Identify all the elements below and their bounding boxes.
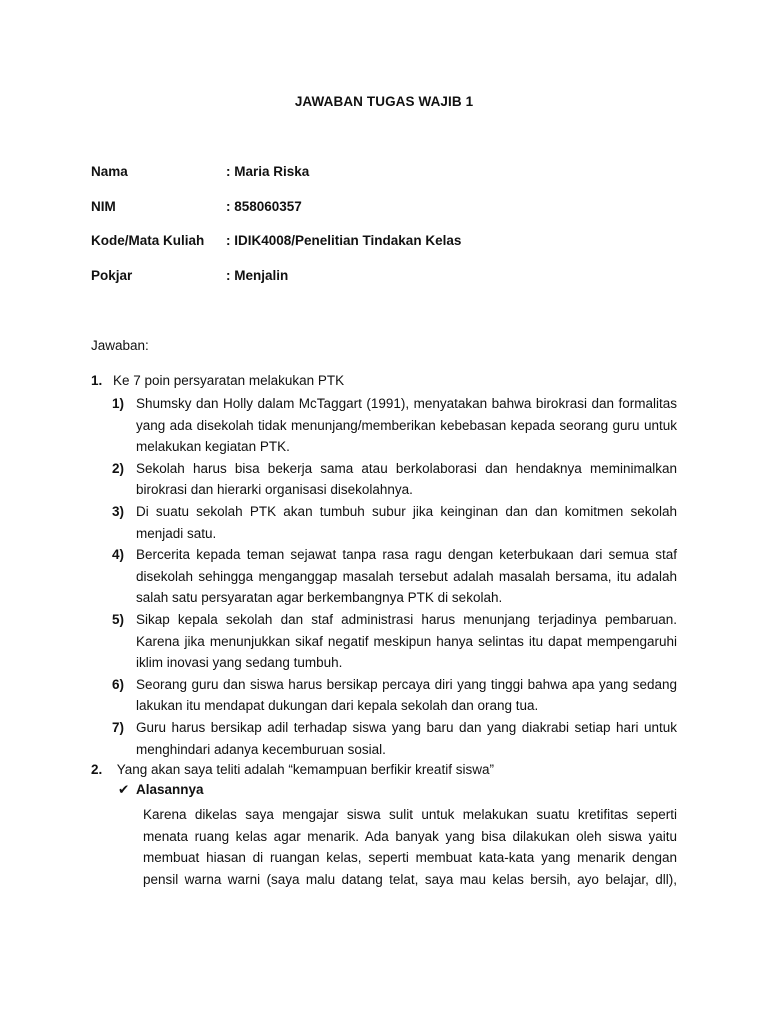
- list-item: [112, 393, 677, 458]
- nama-value: : Maria Riska: [226, 164, 310, 179]
- list-item-number: 6): [112, 676, 125, 692]
- list-item-text: Sikap kepala sekolah dan staf administrasi harus menunjang terjadinya pembaruan. Karena jika menunjukkan sikaf negatif meskipun hanya selintas itu dapat mempengaruhi iklim inovasi yang sedang tumbuh.: [136, 611, 677, 671]
- list-item-number: 5): [112, 611, 125, 627]
- question-1-number: 1.: [91, 373, 103, 388]
- list-item-text: Sekolah harus bisa bekerja sama atau berkolaborasi dan hendaknya meminimalkan birokrasi dan hierarki organisasi disekolahnya.: [136, 460, 677, 498]
- info-row-nim: [91, 199, 302, 214]
- list-item-number: 4): [112, 547, 125, 563]
- question-2-text: Yang akan saya teliti adalah “kemampuan berfikir kreatif siswa”: [116, 762, 494, 777]
- jawaban-label: Jawaban:: [91, 338, 149, 353]
- info-row-pokjar: [91, 268, 288, 283]
- pokjar-label: Pokjar: [91, 268, 133, 283]
- check-icon: ✔: [118, 782, 130, 797]
- list-item-text: Seorang guru dan siswa harus bersikap percaya diri yang tinggi bahwa apa yang sedang lakukan itu mendapat dukungan dari kepala sekolah dan orang tua.: [136, 676, 677, 714]
- list-item-text: Bercerita kepada teman sejawat tanpa rasa ragu dengan keterbukaan dari semua staf disekolah sehingga menganggap masalah tersebut adalah masalah bersama, itu adalah salah satu persyaratan agar berkembangnya PTK di sekolah.: [136, 547, 677, 606]
- reason-heading: [118, 782, 204, 798]
- question-1: [91, 373, 344, 388]
- list-item-number: 1): [112, 396, 125, 411]
- nim-label: NIM: [91, 199, 116, 214]
- list-item: [112, 717, 677, 760]
- reason-paragraph: Karena dikelas saya mengajar siswa sulit untuk melakukan suatu kretifitas seperti menata ruang kelas agar menarik. Ada banyak yang bisa dilakukan oleh siswa yaitu membuat hiasan di ruangan kelas, seperti membuat kata-kata yang menarik dengan pensil warna warni (saya malu datang telat, saya mau kelas bersih, ayo belajar, dll),: [143, 807, 677, 887]
- reason-heading-text: Alasannya: [136, 782, 204, 797]
- nama-label: Nama: [91, 164, 128, 179]
- info-row-kode: [91, 233, 461, 248]
- pokjar-value: : Menjalin: [226, 268, 289, 283]
- list-item: [112, 501, 677, 544]
- list-item-number: 3): [112, 503, 125, 519]
- info-row-nama: [91, 164, 309, 179]
- list-item: [112, 609, 677, 674]
- question-2-number: 2.: [91, 762, 103, 777]
- list-item-number: 2): [112, 460, 125, 476]
- kode-label: Kode/Mata Kuliah: [91, 233, 205, 248]
- page-title: JAWABAN TUGAS WAJIB 1: [294, 94, 474, 109]
- list-item-number: 7): [112, 719, 125, 735]
- question-1-text: Ke 7 poin persyaratan melakukan PTK: [113, 373, 345, 388]
- list-item: [112, 544, 677, 609]
- requirement-list: [112, 393, 677, 760]
- list-item-text: Guru harus bersikap adil terhadap siswa yang baru dan yang diakrabi setiap hari untuk menghindari adanya kecemburuan sosial.: [136, 719, 677, 757]
- kode-value: : IDIK4008/Penelitian Tindakan Kelas: [226, 233, 462, 248]
- nim-value: : 858060357: [226, 199, 302, 214]
- list-item: [112, 674, 677, 717]
- list-item-text: Di suatu sekolah PTK akan tumbuh subur jika keinginan dan dan komitmen sekolah menjadi satu.: [136, 503, 677, 541]
- list-item: [112, 458, 677, 501]
- list-item-text: Shumsky dan Holly dalam McTaggart (1991), menyatakan bahwa birokrasi dan formalitas yang ada disekolah tidak menunjang/memberikan kebebasan kepada seorang guru untuk melakukan kegiatan PTK.: [136, 396, 677, 455]
- question-2: [91, 762, 494, 777]
